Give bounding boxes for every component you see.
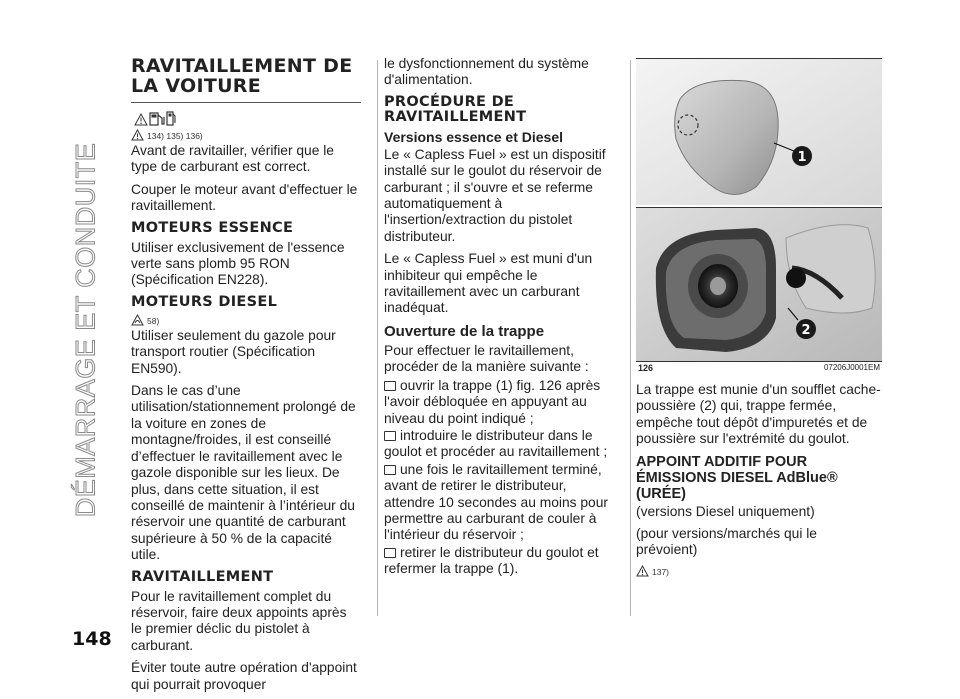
figure-code: 07206J0001EM	[823, 363, 880, 372]
heading-petrol-engines: MOTEURS ESSENCE	[131, 219, 294, 236]
paragraph: Pour le ravitaillement complet du réservoir, faire deux appoints après le premier déclic du pistolet à carburant.	[131, 588, 347, 653]
column-right	[636, 56, 882, 579]
heading-refuelling-procedure: PROCÉDURE DE RAVITAILLEMENT	[384, 93, 527, 125]
column-left	[131, 56, 361, 699]
paragraph: Couper le moteur avant d'effectuer le ravitaillement.	[131, 181, 358, 214]
warning-reference-row	[131, 129, 361, 141]
warning-refs: 58)	[147, 315, 160, 326]
subheading-flap-opening: Ouverture de la trappe	[384, 322, 545, 340]
paragraph: Le « Capless Fuel » est un dispositif installé sur le goulot du réservoir de carburant ; il s'ouvre et se referme automatiquement à l'insertion/extraction du pistolet distributeur.	[384, 146, 606, 244]
heading-refuelling: RAVITAILLEMENT DE LA VOITURE	[131, 55, 353, 97]
figure-panel-fuel-flap-open	[636, 207, 882, 362]
fuel-flap-closed-illustration	[636, 59, 882, 205]
list-item	[384, 462, 616, 544]
paragraph: Dans le cas d’une utilisation/stationnement prolongé de la voiture en zones de montagne/froides, il est conseillé d’effectuer le ravitaillement avec le gazole disponible sur les lieux. De plus, dans cette situation, il est conseillé de maintenir à l’intérieur du réservoir une quantité de carburant supérieure à 50 % de la capacité utile.	[131, 383, 356, 563]
column-divider	[630, 60, 631, 616]
paragraph: Le « Capless Fuel » est muni d'un inhibiteur qui empêche le ravitaillement avec un carburant inadéquat.	[384, 251, 593, 316]
figure-panel-fuel-flap-closed	[636, 58, 882, 205]
warning-triangle-icon	[636, 565, 649, 577]
paragraph: (pour versions/marchés qui le prévoient)	[636, 526, 817, 558]
figure-126	[636, 56, 882, 374]
paragraph: La trappe est munie d'un soufflet cache-poussière (2) qui, trappe fermée, empêche tout dépôt d'impuretés et de poussière sur l'extrémité du goulot.	[636, 382, 881, 447]
list-item	[384, 545, 616, 578]
heading-adblue: APPOINT ADDITIF POUR ÉMISSIONS DIESEL AdBlue® (URÉE)	[636, 453, 838, 502]
column-divider	[377, 60, 378, 616]
paragraph: Pour effectuer le ravitaillement, procéder de la manière suivante :	[384, 342, 589, 375]
heading-diesel-engines: MOTEURS DIESEL	[131, 293, 278, 310]
paragraph: Utiliser exclusivement de l'essence verte sans plomb 95 RON (Spécification EN228).	[131, 239, 345, 288]
list-item	[384, 428, 616, 461]
fuel-pump-icon-group	[133, 109, 361, 127]
side-title-text: DÉMARRAGE ET CONDUITE	[70, 142, 101, 518]
list-item-text: retirer le distributeur du goulot et refermer la trappe (1).	[384, 544, 599, 577]
heading-refuelling-sub: RAVITAILLEMENT	[131, 568, 274, 585]
warning-triangle-icon	[131, 129, 144, 141]
bullet-icon	[384, 431, 396, 441]
figure-caption	[636, 361, 882, 375]
warning-reference-row	[636, 565, 882, 577]
paragraph: (versions Diesel uniquement)	[636, 503, 815, 519]
column-middle	[384, 56, 616, 579]
bullet-icon	[384, 381, 396, 391]
warning-refs: 137)	[652, 566, 670, 577]
subheading-versions: Versions essence et Diesel	[384, 128, 563, 145]
paragraph: Avant de ravitailler, vérifier que le type de carburant est correct.	[131, 143, 334, 175]
list-item-text: ouvrir la trappe (1) fig. 126 après l'avoir débloquée en appuyant au niveau du point indiqué ;	[384, 377, 601, 426]
list-item-text: une fois le ravitaillement terminé, avant de retirer le distributeur, attendre 10 secondes au moins pour permettre au carburant de couler à l'intérieur du réservoir ;	[384, 461, 608, 543]
callout-2: 2	[801, 323, 811, 338]
warning-reference-row	[131, 314, 361, 326]
page-number: 148	[72, 628, 112, 650]
list-item	[384, 378, 616, 427]
paragraph: Éviter toute autre opération d'appoint qui pourrait provoquer	[131, 660, 357, 692]
heading-rule	[131, 102, 361, 103]
paragraph: le dysfonctionnement du système d'alimentation.	[384, 56, 589, 88]
list-item-text: introduire le distributeur dans le goulot et procéder au ravitaillement ;	[384, 427, 608, 460]
figure-number: 126	[638, 363, 654, 373]
fuel-flap-open-illustration	[636, 208, 882, 362]
callout-1: 1	[797, 150, 807, 165]
warning-refs: 134) 135) 136)	[147, 131, 203, 141]
environment-triangle-icon	[131, 314, 144, 326]
fuel-pump-icon	[133, 109, 177, 127]
bullet-icon	[384, 548, 396, 558]
paragraph: Utiliser seulement du gazole pour transport routier (Spécification EN590).	[131, 327, 336, 376]
bullet-icon	[384, 465, 396, 475]
